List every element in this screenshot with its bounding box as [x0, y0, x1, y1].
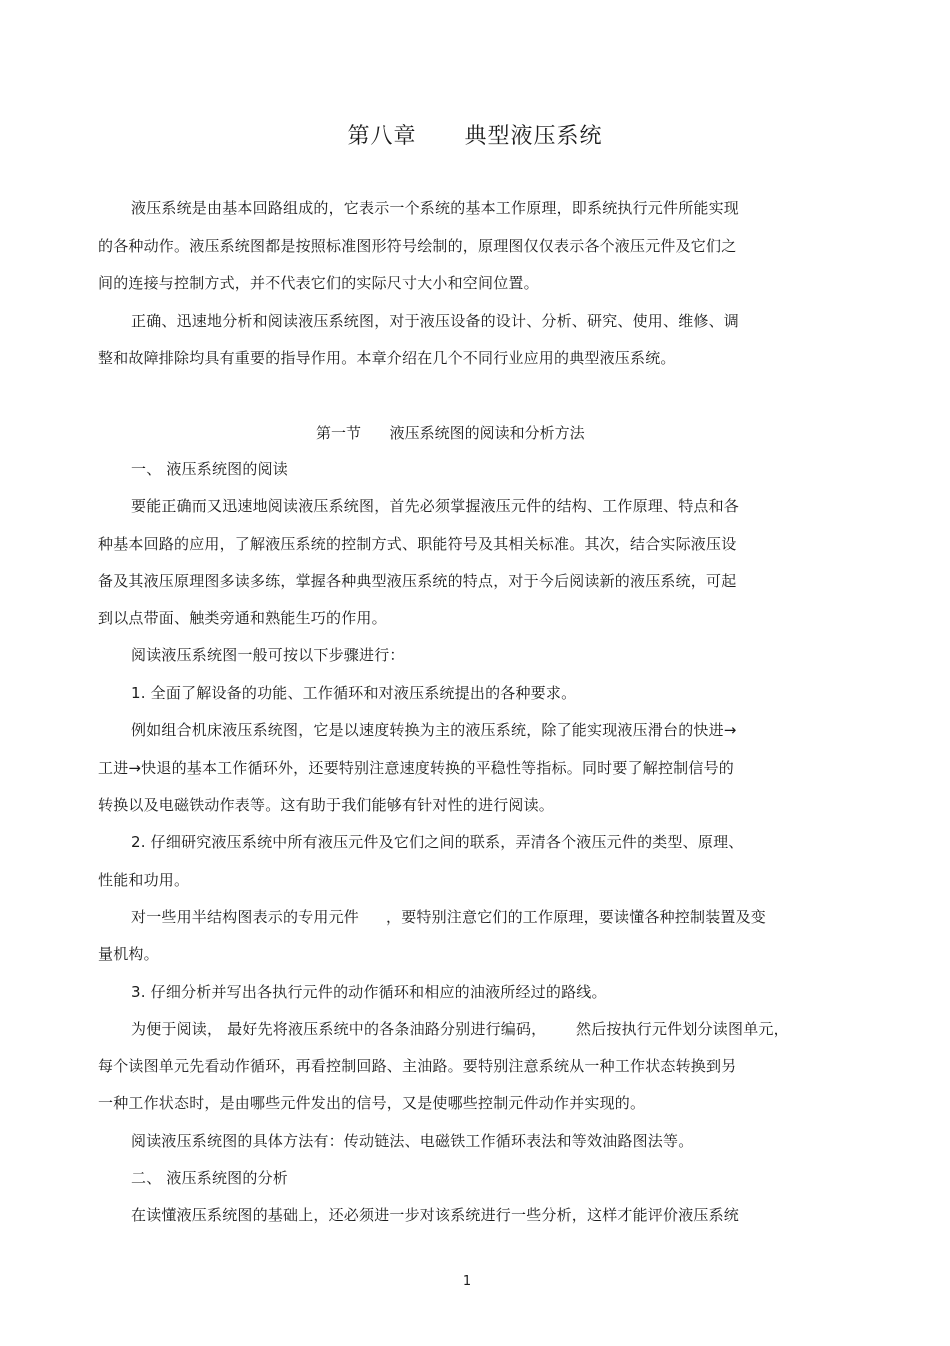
step-1: 1. 全面了解设备的功能、工作循环和对液压系统提出的各种要求。 — [131, 684, 577, 702]
intro-paragraph-1-line-2: 的各种动作。液压系统图都是按照标准图形符号绘制的，原理图仅仅表示各个液压元件及它们之 — [98, 237, 737, 255]
step-2-note-line-2: 量机构。 — [98, 945, 159, 963]
step-2-note-part-a: 对一些用半结构图表示的专用元件 — [131, 908, 360, 926]
analysis-paragraph-line-1: 在读懂液压系统图的基础上，还必须进一步对该系统进行一些分析，这样才能评价液压系统 — [131, 1206, 740, 1224]
page-number: 1 — [462, 1274, 472, 1289]
step-3: 3. 仔细分析并写出各执行元件的动作循环和相应的油液所经过的路线。 — [131, 983, 607, 1001]
step-1-example-line-2: 工进→快退的基本工作循环外，还要特别注意速度转换的平稳性等指标。同时要了解控制信号的 — [98, 759, 734, 777]
subsection-heading-2: 二、 液压系统图的分析 — [131, 1169, 288, 1187]
step-3-paragraph-part-b: 然后按执行元件划分读图单元， — [576, 1020, 789, 1038]
step-2-note-part-b: ，要特别注意它们的工作原理，要读懂各种控制装置及变 — [386, 908, 767, 926]
section-title: 第一节 液压系统图的阅读和分析方法 — [316, 424, 585, 442]
intro-paragraph-1-line-1: 液压系统是由基本回路组成的，它表示一个系统的基本工作原理，即系统执行元件所能实现 — [131, 199, 740, 217]
reading-paragraph-line-4: 到以点带面、触类旁通和熟能生巧的作用。 — [98, 609, 387, 627]
reading-paragraph-line-1: 要能正确而又迅速地阅读液压系统图，首先必须掌握液压元件的结构、工作原理、特点和各 — [131, 497, 740, 515]
step-3-paragraph-line-3: 一种工作状态时，是由哪些元件发出的信号，又是使哪些控制元件动作并实现的。 — [98, 1094, 646, 1112]
reading-paragraph-line-3: 备及其液压原理图多读多练，掌握各种典型液压系统的特点，对于今后阅读新的液压系统，可起 — [98, 572, 737, 590]
step-2-line-2: 性能和功用。 — [98, 871, 190, 889]
reading-paragraph-line-2: 种基本回路的应用，了解液压系统的控制方式、职能符号及其相关标准。其次，结合实际液压设 — [98, 535, 737, 553]
steps-intro: 阅读液压系统图一般可按以下步骤进行： — [131, 646, 405, 664]
chapter-title: 第八章 典型液压系统 — [347, 124, 603, 149]
intro-paragraph-1-line-3: 间的连接与控制方式，并不代表它们的实际尺寸大小和空间位置。 — [98, 274, 539, 292]
step-1-example-line-1: 例如组合机床液压系统图，它是以速度转换为主的液压系统，除了能实现液压滑台的快进→ — [131, 721, 737, 739]
step-2-line-1: 2. 仔细研究液压系统中所有液压元件及它们之间的联系，弄清各个液压元件的类型、原理、 — [131, 833, 744, 851]
intro-paragraph-2-line-1: 正确、迅速地分析和阅读液压系统图，对于液压设备的设计、分析、研究、使用、维修、调 — [131, 312, 740, 330]
step-3-paragraph-line-2: 每个读图单元先看动作循环，再看控制回路、主油路。要特别注意系统从一种工作状态转换到另 — [98, 1057, 737, 1075]
subsection-heading-1: 一、 液压系统图的阅读 — [131, 460, 288, 478]
step-1-example-line-3: 转换以及电磁铁动作表等。这有助于我们能够有针对性的进行阅读。 — [98, 796, 555, 814]
step-3-paragraph-part-a: 为便于阅读， 最好先将液压系统中的各条油路分别进行编码， — [131, 1020, 547, 1038]
reading-methods: 阅读液压系统图的具体方法有：传动链法、电磁铁工作循环表法和等效油路图法等。 — [131, 1132, 694, 1150]
intro-paragraph-2-line-2: 整和故障排除均具有重要的指导作用。本章介绍在几个不同行业应用的典型液压系统。 — [98, 349, 676, 367]
